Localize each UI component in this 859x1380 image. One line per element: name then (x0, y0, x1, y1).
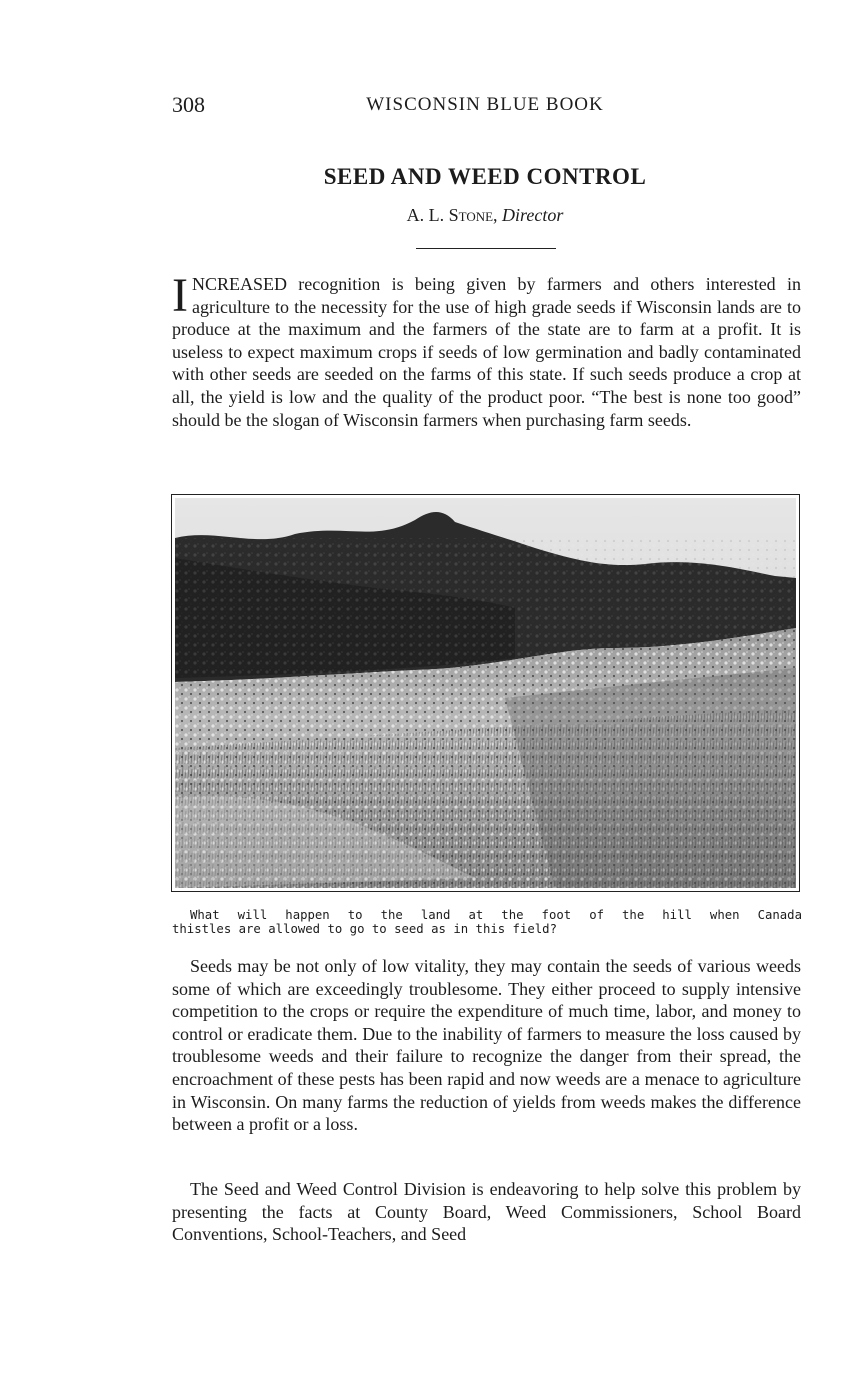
article-title: SEED AND WEED CONTROL (323, 164, 647, 189)
author-name: A. L. Stone, (406, 205, 498, 225)
intro-paragraph (172, 269, 801, 431)
figure-caption-line-1: What will happen to the land at the foot of the hill when Canada (190, 908, 802, 922)
figure-caption-line-2: thistles are allowed to go to seed as in this field? (172, 922, 557, 936)
author-byline (170, 205, 800, 226)
drop-cap: I (172, 269, 188, 322)
body-paragraph-weeds: Seeds may be not only of low vitality, they may contain the seeds of various weeds some of which are exceedingly troublesome. They either proceed to supply intensive competition to the crops or require the expenditure of much time, labor, and money to control or eradicate them. Due to the inability of farmers to measure the loss caused by troublesome weeds and their failure to recognize the danger from their spread, the encroachment of these pests has been rapid and now weeds are a menace to agriculture in Wisconsin. On many farms the reduction of yields from weeds makes the difference between a profit or a loss. (172, 956, 801, 1135)
body-paragraph-division: The Seed and Weed Control Division is endeavoring to help solve this problem by presenting the facts at County Board, Weed Commissioners, School Board Conventions, School-Teachers, and Seed (172, 1179, 801, 1245)
running-header: WISCONSIN BLUE BOOK (366, 94, 604, 115)
intro-paragraph-text: NCREASED recognition is being given by farmers and others interested in agriculture to the necessity for the use of high grade seeds if Wisconsin lands are to produce at the maximum and the farmers of the state are to farm at a profit. It is useless to expect maximum crops if seeds of low germination and badly contaminated with other seeds are seeded on the farms of this state. If such seeds produce a crop at all, the yield is low and the quality of the product poor. “The best is none too good” should be the slogan of Wisconsin farmers when purchasing farm seeds. (172, 274, 801, 430)
title-divider (416, 248, 556, 249)
thistle-field-photo (175, 498, 796, 888)
author-role: Director (502, 205, 564, 225)
thistle-field-photo-frame (171, 494, 800, 892)
page-number: 308 (172, 92, 205, 117)
figure-caption (172, 908, 802, 936)
